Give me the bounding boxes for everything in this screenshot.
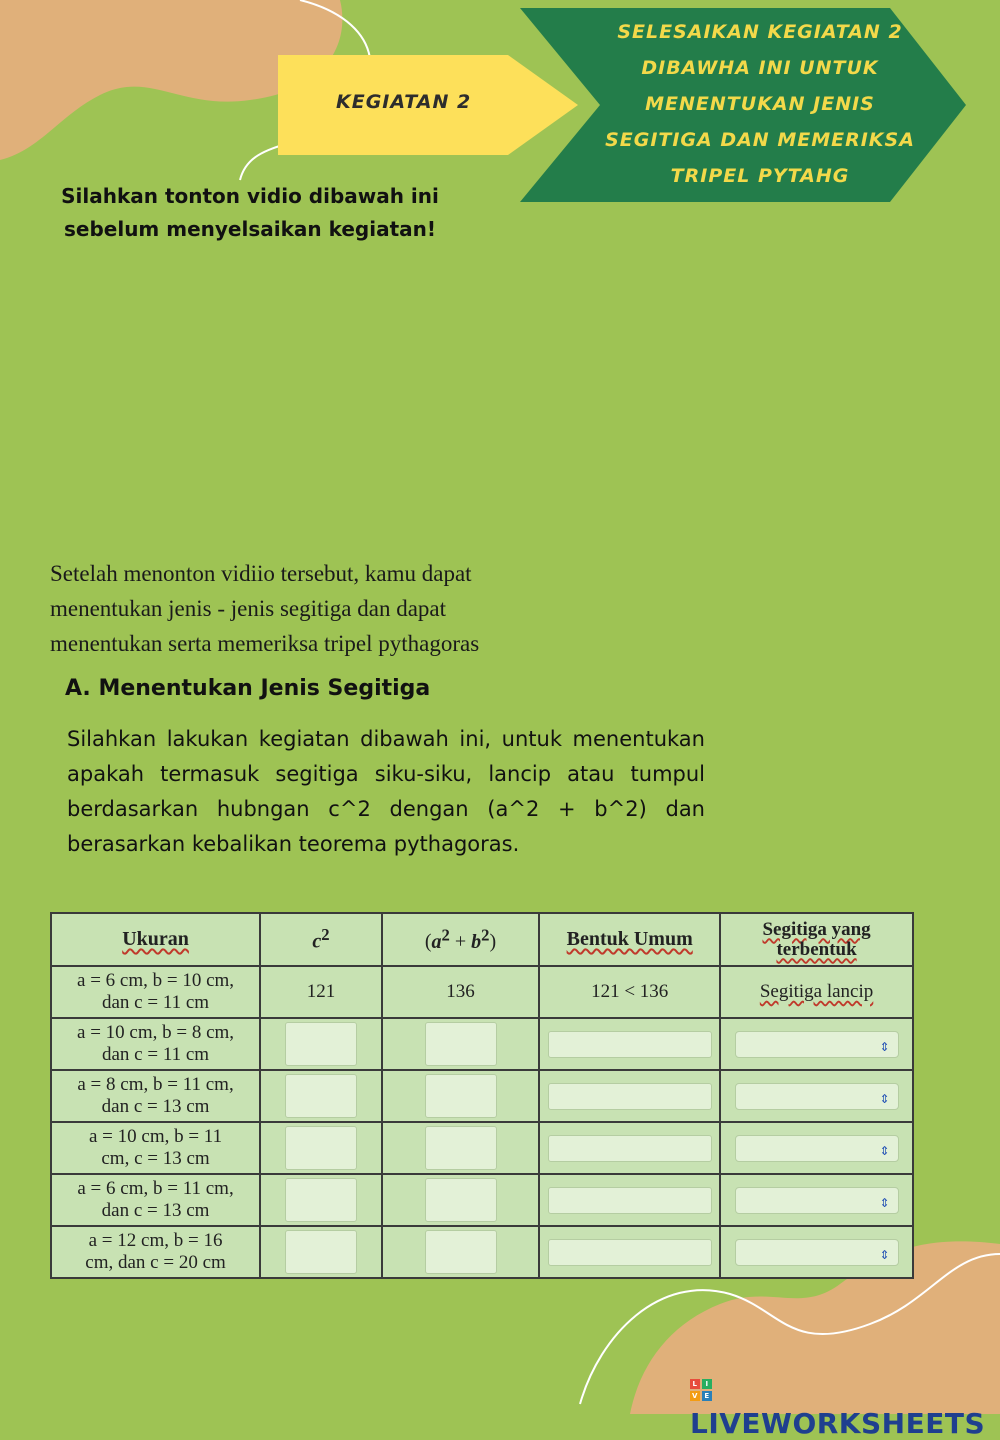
after-video-line: menentukan jenis - jenis segitiga dan dapat: [50, 596, 446, 621]
liveworksheets-logo-text: LIVEWORKSHEETS: [690, 1407, 986, 1440]
cell-segitiga: Segitiga lancip: [720, 966, 913, 1018]
sum-squares-input[interactable]: [425, 1126, 497, 1170]
cell-bentuk-umum: [539, 1070, 720, 1122]
select-arrows-icon: ⇕: [879, 1039, 890, 1054]
cell-c-squared: [260, 1226, 382, 1278]
activity-tag-label: KEGIATAN 2: [336, 91, 472, 113]
triangle-type-select[interactable]: [735, 1083, 899, 1110]
cell-sum-squares: [382, 1018, 539, 1070]
liveworksheets-logo[interactable]: [690, 1374, 1000, 1440]
cell-segitiga: [720, 1174, 913, 1226]
select-arrows-icon: ⇕: [879, 1091, 890, 1106]
table-row: [51, 1070, 913, 1122]
select-arrows-icon: ⇕: [879, 1195, 890, 1210]
triangle-type-select[interactable]: [735, 1031, 899, 1058]
section-heading: A. Menentukan Jenis Segitiga: [65, 676, 431, 701]
header-c-squared: $c^2$: [260, 913, 382, 966]
table-row: [51, 1122, 913, 1174]
after-video-line: Setelah menonton vidiio tersebut, kamu dapat: [50, 561, 472, 586]
banner-line: MENENTUKAN JENIS: [645, 93, 875, 115]
banner-line: TRIPEL PYTAHG: [670, 165, 850, 187]
table-row-example: [51, 966, 913, 1018]
bentuk-umum-input[interactable]: [548, 1239, 712, 1266]
table-row: [51, 1018, 913, 1070]
video-intro-line: Silahkan tonton vidio dibawah ini: [61, 184, 439, 208]
banner-line: SELESAIKAN KEGIATAN 2: [617, 21, 903, 43]
triangle-table: [50, 912, 914, 1279]
cell-bentuk-umum: [539, 1122, 720, 1174]
c-squared-input[interactable]: [285, 1230, 357, 1274]
cell-c-squared: [260, 1070, 382, 1122]
bentuk-umum-input[interactable]: [548, 1031, 712, 1058]
banner-text: [590, 14, 930, 194]
cell-bentuk-umum: 121 < 136: [539, 966, 720, 1018]
cell-c-squared: 121: [260, 966, 382, 1018]
liveworksheets-logo-icon: L I V E: [690, 1379, 714, 1403]
bentuk-umum-input[interactable]: [548, 1187, 712, 1214]
cell-sum-squares: [382, 1226, 539, 1278]
select-arrows-icon: ⇕: [879, 1143, 890, 1158]
section-instruction: Silahkan lakukan kegiatan dibawah ini, untuk menentukan apakah termasuk segitiga siku-siku, lancip atau tumpul berdasarkan hubngan c^2 dengan (a^2 + b^2) dan berasarkan kebalikan teorema pythagoras.: [67, 727, 705, 856]
cell-sum-squares: [382, 1122, 539, 1174]
sum-squares-input[interactable]: [425, 1230, 497, 1274]
video-intro: [40, 180, 460, 246]
cell-sum-squares: 136: [382, 966, 539, 1018]
after-video-text: [50, 556, 610, 661]
c-squared-input[interactable]: [285, 1126, 357, 1170]
cell-c-squared: [260, 1122, 382, 1174]
cell-ukuran: a = 6 cm, b = 11 cm, dan c = 13 cm: [51, 1174, 260, 1226]
cell-ukuran: a = 8 cm, b = 11 cm, dan c = 13 cm: [51, 1070, 260, 1122]
table-header-row: [51, 913, 913, 966]
instruction-banner: [520, 8, 970, 202]
c-squared-input[interactable]: [285, 1074, 357, 1118]
table-row: [51, 1226, 913, 1278]
cell-c-squared: [260, 1174, 382, 1226]
table-row: [51, 1174, 913, 1226]
cell-bentuk-umum: [539, 1226, 720, 1278]
cell-bentuk-umum: [539, 1018, 720, 1070]
header-sum-squares: $(a^2 + b^2)$: [382, 913, 539, 966]
cell-segitiga: [720, 1122, 913, 1174]
cell-ukuran: a = 6 cm, b = 10 cm, dan c = 11 cm: [51, 966, 260, 1018]
cell-sum-squares: [382, 1070, 539, 1122]
after-video-line: menentukan serta memeriksa tripel pythagoras: [50, 631, 480, 656]
c-squared-input[interactable]: [285, 1022, 357, 1066]
header-bentuk-umum: Bentuk Umum: [539, 913, 720, 966]
cell-ukuran: a = 10 cm, b = 8 cm, dan c = 11 cm: [51, 1018, 260, 1070]
bentuk-umum-input[interactable]: [548, 1135, 712, 1162]
cell-segitiga: [720, 1070, 913, 1122]
cell-ukuran: a = 10 cm, b = 11 cm, c = 13 cm: [51, 1122, 260, 1174]
cell-ukuran: a = 12 cm, b = 16 cm, dan c = 20 cm: [51, 1226, 260, 1278]
triangle-type-select[interactable]: [735, 1187, 899, 1214]
banner-line: SEGITIGA DAN MEMERIKSA: [605, 129, 915, 151]
sum-squares-input[interactable]: [425, 1022, 497, 1066]
cell-sum-squares: [382, 1174, 539, 1226]
select-arrows-icon: ⇕: [879, 1247, 890, 1262]
sum-squares-input[interactable]: [425, 1074, 497, 1118]
cell-segitiga: [720, 1226, 913, 1278]
c-squared-input[interactable]: [285, 1178, 357, 1222]
cell-segitiga: [720, 1018, 913, 1070]
header-segitiga: Segitiga yang terbentuk: [720, 913, 913, 966]
header-ukuran: Ukuran: [51, 913, 260, 966]
cell-c-squared: [260, 1018, 382, 1070]
triangle-type-select[interactable]: [735, 1135, 899, 1162]
bentuk-umum-input[interactable]: [548, 1083, 712, 1110]
video-intro-line: sebelum menyelsaikan kegiatan!: [63, 217, 436, 241]
sum-squares-input[interactable]: [425, 1178, 497, 1222]
banner-line: DIBAWHA INI UNTUK: [641, 57, 879, 79]
cell-bentuk-umum: [539, 1174, 720, 1226]
triangle-type-select[interactable]: [735, 1239, 899, 1266]
